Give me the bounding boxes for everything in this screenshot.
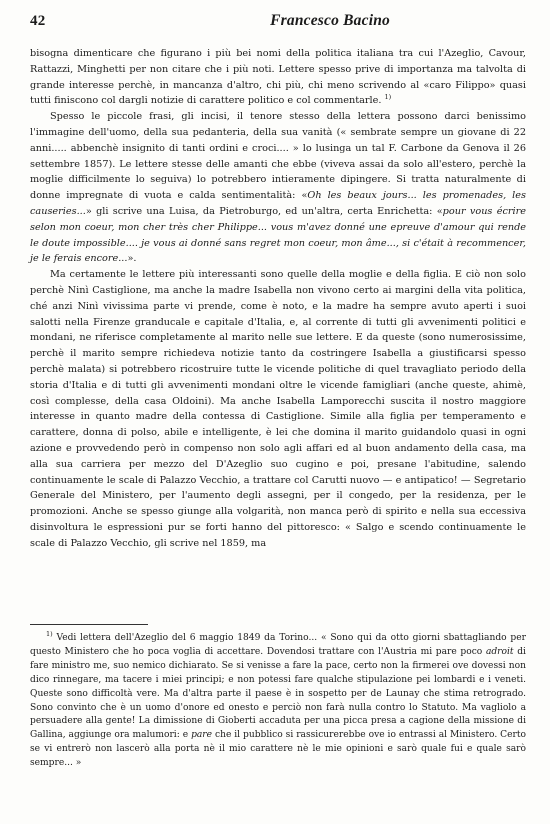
footnote-text: di fare ministro me, suo nemico dichiarato. Se si venisse a fare la pace, certo non la firmerei ove dovessi non dico rinnegare, ma tacere i miei principi; e non potessi fare qualche stipulazione pei lombardi e i veneti. Queste sono difficoltà vere. Ma d'altra parte il paese è in sospetto per de Launay che stima retrogrado. Sono convinto che è un uomo d'onore ed onesto e perciò non farà nulla contro lo Statuto. Ma vagliolo a persuadere alla gente! La dimissione di Gioberti accaduta per una picca presa a cagione della missione di Gallina, aggiunge ora malumori: e xyxy=(30,646,526,741)
footnote-text: Vedi lettera dell'Azeglio del 6 maggio 1849 da Torino... « Sono qui da otto giorni sbattagliando per questo Ministero che ho poca voglia di accettare. Dovendosi trattare con l'Austria mi pare poco xyxy=(30,633,526,657)
body-text xyxy=(30,46,526,552)
page-number: 42 xyxy=(30,13,46,29)
footnote-divider xyxy=(30,624,148,625)
paragraph xyxy=(30,109,526,267)
footnote-text: che il pubblico si rassicurerebbe ove io entrassi al Ministero. Certo se vi entrerò non lascerò alla porta nè il mio carattere nè le mie opinioni e sarò quale fui e quale sarò sempre... » xyxy=(30,730,526,769)
paragraph-text: Ma certamente le lettere più interessanti sono quelle della moglie e della figlia. E ciò non solo perchè Ninì Castiglione, ma anche la madre Isabella non vivono certo ai margini della vita politica, ché anzi Ninì vivissima parte vi prende, come è noto, e la madre ha sempre avuto aperti i suoi salotti nella Firenze granducale e capitale d'Italia, e, al corrente di tutti gli avvenimenti politici e mondani, ne riferisce completamente al marito nelle sue lettere. E da queste (sono numerosissime, perchè il marito sempre richiedeva notizie tanto da costringere Isabella a giustificarsi spesso perchè malata) si potrebbero ricostruire tutte le vicende politiche di quel travagliato periodo della storia d'Italia e di tutti gli avvenimenti mondani oltre le vicende famigliari (anche queste, ahimè, così complesse, della casa Oldoini). Ma anche Isabella Lamporecchi suscita il nostro maggiore interesse in quanto madre della contessa di Castiglione. Simile alla figlia per temperamento e carattere, donna di polso, abile e intelligente, è lei che domina il marito guidandolo quasi in ogni azione e provvedendo però in compenso non solo agli affari ed al buon andamento della casa, ma alla sua carriera per mezzo del D'Azeglio suo cugino e poi, presane l'abitudine, salendo continuamente le scale di Palazzo Vecchio, a trattare col Carutti nuovo — e antipatico! — Segretario Generale del Ministero, per l'aumento degli assegni, per il congedo, per la residenza, per le promozioni. Anche se spesso giunge alla volgarità, non manca però di spirito e nella sua eccessiva disinvoltura le espressioni pur se forti hanno del pittoresco: « Salgo e scendo continuamente le scale di Palazzo Vecchio, gli scrive nel 1859, ma xyxy=(30,269,526,549)
paragraph-text: bisogna dimenticare che figurano i più bei nomi della politica italiana tra cui l'Azeglio, Cavour, Rattazzi, Minghetti per non citare che i più noti. Lettere spesso prive di importanza ma talvolta di grande interesse perchè, in mancanza d'altro, chi più, chi meno scrivendo al «caro Filippo» quasi tutti finiscono col dargli notizie di carattere politico e col commentarle. xyxy=(30,48,526,107)
paragraph-text: Spesso le piccole frasi, gli incisi, il tenore stesso della lettera possono darci benissimo l'immagine dell'uomo, della sua pedanteria, della sua vanità (« sembrate sempre un giovane di 22 anni..... abbenchè insignito di tanti ordini e croci.... » lo lusinga un tal F. Carbone da Genova il 26 settembre 1857). Le lettere stesse delle amanti che ebbe (viveva assai da solo all'estero, perchè la moglie difficilmente lo seguiva) lo potrebbero intieramente dipingere. Si tratta naturalmente di donne impregnate di vuota e calda sentimentalità: « xyxy=(30,111,526,202)
paragraph-text: » gli scrive una Luisa, da Pietroburgo, ed un'altra, certa Enrichetta: « xyxy=(85,205,443,217)
footnote-paragraph xyxy=(30,629,526,771)
paragraph xyxy=(30,46,526,109)
footnote-reference[interactable]: 1) xyxy=(384,93,392,102)
footnote-italic: adroit xyxy=(485,646,514,657)
footnote-marker: 1) xyxy=(46,629,53,638)
paragraph-text: ». xyxy=(127,253,137,265)
running-title: Francesco Bacino xyxy=(270,12,390,29)
paragraph xyxy=(30,267,526,551)
footnote xyxy=(30,629,526,771)
quotation: Oh les beaux jours... les promenades, les causeries... xyxy=(30,190,526,217)
page-header xyxy=(30,12,520,36)
footnote-italic: pare xyxy=(191,730,213,741)
quotation: pour vous écrire selon mon coeur, mon cher très cher Philippe... vous m'avez donné une epreuve d'amour qui rende le doute impossible.... je vous ai donné sans regret mon coeur, mon âme..., si c'était à recommencer, je le ferais encore... xyxy=(30,205,526,265)
